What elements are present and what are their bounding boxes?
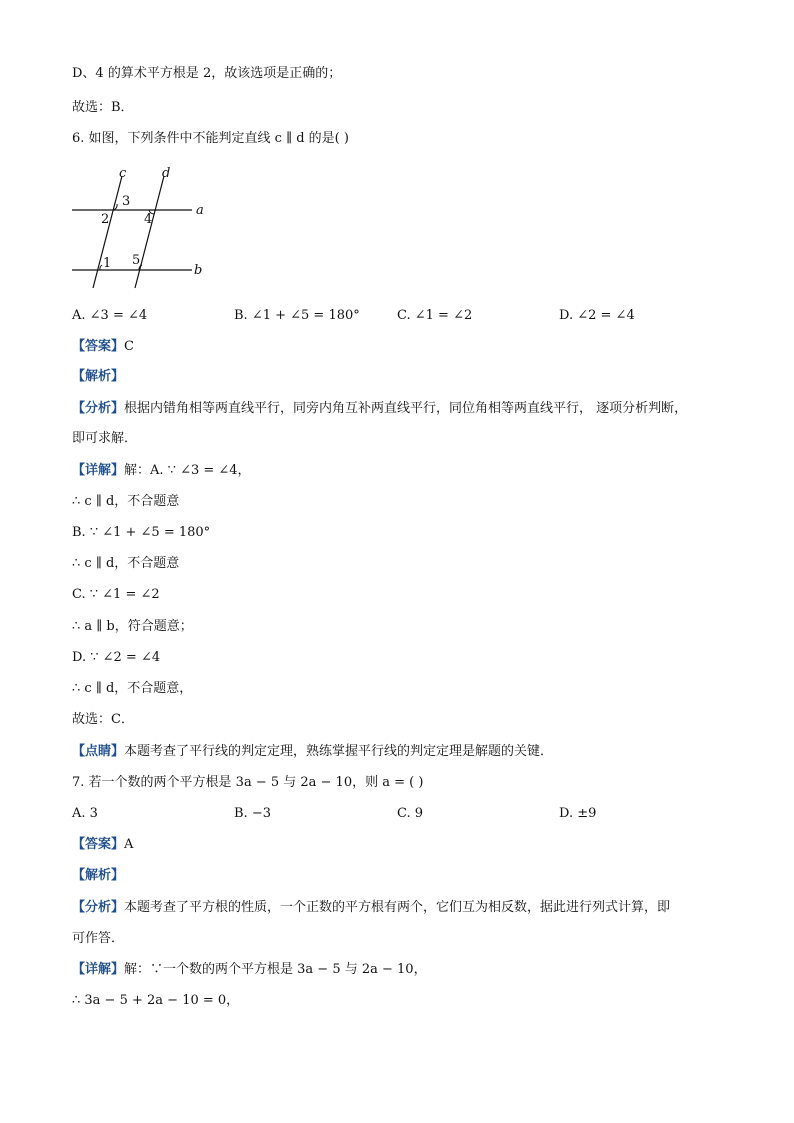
comment-line xyxy=(72,742,553,762)
solution-step: ∴ c ∥ d，不合题意 xyxy=(72,556,180,571)
solution-step: 故选：C． xyxy=(72,712,134,727)
line-c xyxy=(93,176,122,288)
option-a: A. 3 xyxy=(72,806,98,821)
question-6: 6. 如图，下列条件中不能判定直线 c ∥ d 的是( ) xyxy=(72,131,349,146)
angle-arc xyxy=(100,265,102,270)
detail-tag: 【详解】 xyxy=(72,463,125,478)
detail-line xyxy=(72,960,427,980)
answer-tag: 【答案】 xyxy=(72,339,125,354)
solution-step: ∴ c ∥ d，不合题意， xyxy=(72,681,193,696)
label-d: d xyxy=(162,166,171,181)
question-7: 7. 若一个数的两个平方根是 3a − 5 与 2a − 10，则 a = ( ) xyxy=(72,775,424,790)
angle-label-3: 3 xyxy=(122,194,131,209)
text-line: 故选：B． xyxy=(72,100,134,115)
analysis-line xyxy=(72,399,687,419)
solution-step: D. ∵ ∠2 = ∠4 xyxy=(72,650,161,665)
answer-tag: 【答案】 xyxy=(72,837,125,852)
answer-value: A xyxy=(124,837,134,852)
option-b: B. ∠1 + ∠5 = 180° xyxy=(234,308,360,323)
analysis-heading: 【解析】 xyxy=(72,868,125,883)
parallel-lines-figure xyxy=(66,164,226,294)
analysis-text: 本题考查了平方根的性质，一个正数的平方根有两个，它们互为相反数，据此进行列式计算，即 xyxy=(124,900,671,915)
option-d: D. ±9 xyxy=(559,806,597,821)
angle-label-1: 1 xyxy=(103,256,112,271)
detail-line xyxy=(72,461,251,481)
angle-label-5: 5 xyxy=(132,253,141,268)
analysis-tag: 【分析】 xyxy=(72,401,125,416)
comment-tag: 【点睛】 xyxy=(72,744,125,759)
label-b: b xyxy=(194,263,203,278)
answer-line xyxy=(72,835,133,855)
answer-line xyxy=(72,337,134,357)
analysis-cont: 可作答． xyxy=(72,931,125,946)
solution-step: C. ∵ ∠1 = ∠2 xyxy=(72,587,160,602)
option-c: C. ∠1 = ∠2 xyxy=(397,308,473,323)
solution-step: B. ∵ ∠1 + ∠5 = 180° xyxy=(72,525,211,540)
analysis-cont: 即可求解． xyxy=(72,431,138,446)
analysis-tag: 【分析】 xyxy=(72,900,125,915)
option-a: A. ∠3 = ∠4 xyxy=(72,308,148,323)
option-d: D. ∠2 = ∠4 xyxy=(559,308,635,323)
angle-label-4: 4 xyxy=(144,212,153,227)
comment-text: 本题考查了平行线的判定定理，熟练掌握平行线的判定定理是解题的关键． xyxy=(124,744,554,759)
option-b: B. −3 xyxy=(234,806,271,821)
detail-text: 解：A. ∵ ∠3 = ∠4， xyxy=(124,463,251,478)
detail-text: 解：∵一个数的两个平方根是 3a − 5 与 2a − 10， xyxy=(124,962,427,977)
solution-step: ∴ 3a − 5 + 2a − 10 = 0， xyxy=(72,993,240,1008)
detail-tag: 【详解】 xyxy=(72,962,125,977)
line-d xyxy=(135,176,164,288)
angle-label-2: 2 xyxy=(101,212,110,227)
label-c: c xyxy=(119,166,127,181)
solution-step: ∴ a ∥ b，符合题意； xyxy=(72,619,193,634)
solution-step: ∴ c ∥ d，不合题意 xyxy=(72,494,180,509)
label-a: a xyxy=(196,203,204,218)
text-line: D、4 的算术平方根是 2，故该选项是正确的； xyxy=(72,66,342,81)
analysis-text: 根据内错角相等两直线平行，同旁内角互补两直线平行，同位角相等两直线平行， 逐项分析判断， xyxy=(124,401,688,416)
analysis-heading: 【解析】 xyxy=(72,369,125,384)
answer-value: C xyxy=(124,339,134,354)
option-c: C. 9 xyxy=(397,806,424,821)
analysis-line xyxy=(72,898,670,918)
